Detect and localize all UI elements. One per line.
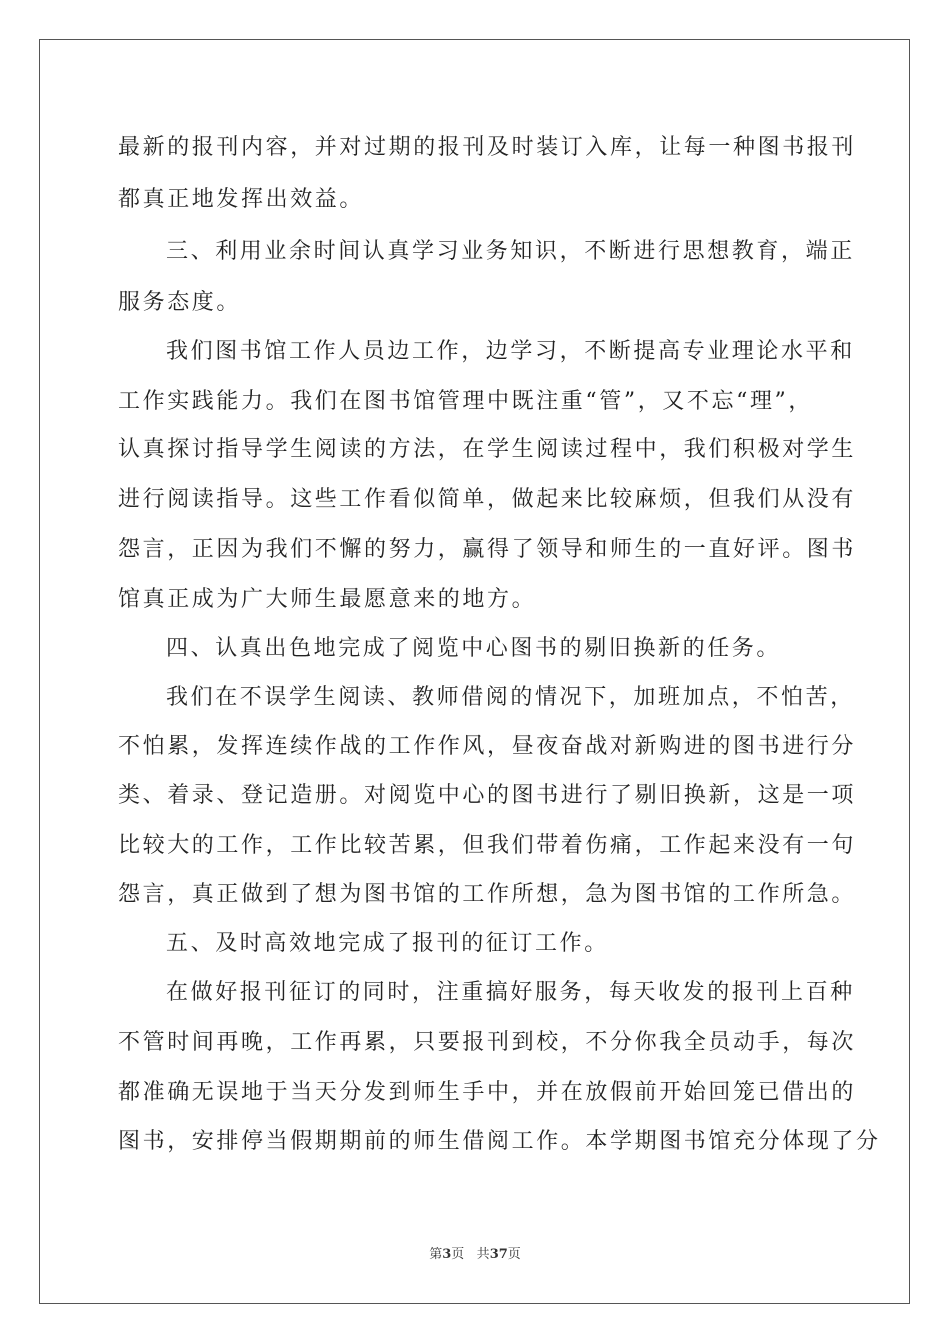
text-line: 不管时间再晚，工作再累，只要报刊到校，不分你我全员动手，每次 [118,1030,857,1055]
text-line: 我们图书馆工作人员边工作，边学习，不断提高专业理论水平和 [166,339,855,364]
text-line: 比较大的工作，工作比较苦累，但我们带着伤痛，工作起来没有一句 [118,833,857,858]
page-prefix: 第 [429,1247,443,1262]
page-suffix: 页 [451,1247,465,1262]
text-line: 工作实践能力。我们在图书馆管理中既注重“管”，又不忘“理”， [118,389,813,414]
text-line: 服务态度。 [118,290,242,315]
page-footer [0,1246,950,1264]
text-line: 都真正地发挥出效益。 [118,187,365,212]
text-line: 类、着录、登记造册。对阅览中心的图书进行了剔旧换新，这是一项 [118,783,857,808]
total-prefix: 共 [476,1247,490,1262]
text-line: 图书，安排停当假期期前的师生借阅工作。本学期图书馆充分体现了分 [118,1129,881,1154]
text-line: 在做好报刊征订的同时，注重搞好服务，每天收发的报刊上百种 [166,980,855,1005]
section-heading: 五、及时高效地完成了报刊的征订工作。 [166,931,609,956]
section-heading: 四、认真出色地完成了阅览中心图书的剔旧换新的任务。 [166,636,782,661]
total-suffix: 页 [507,1247,521,1262]
text-line: 怨言，正因为我们不懈的努力，赢得了领导和师生的一直好评。图书 [118,537,857,562]
text-line: 认真探讨指导学生阅读的方法，在学生阅读过程中，我们积极对学生 [118,437,857,462]
text-line: 怨言，真正做到了想为图书馆的工作所想，急为图书馆的工作所急。 [118,882,857,907]
text-line: 馆真正成为广大师生最愿意来的地方。 [118,587,537,612]
text-line: 我们在不误学生阅读、教师借阅的情况下，加班加点，不怕苦， [166,685,855,710]
text-line: 最新的报刊内容，并对过期的报刊及时装订入库，让每一种图书报刊 [118,135,857,160]
text-line: 不怕累，发挥连续作战的工作作风，昼夜奋战对新购进的图书进行分 [118,734,857,759]
section-heading: 三、利用业余时间认真学习业务知识，不断进行思想教育，端正 [166,239,855,264]
text-line: 都准确无误地于当天分发到师生手中，并在放假前开始回笼已借出的 [118,1080,857,1105]
total-pages: 37 [489,1247,508,1262]
text-line: 进行阅读指导。这些工作看似简单，做起来比较麻烦，但我们从没有 [118,487,857,512]
page-frame [39,39,910,1304]
page-number: 3 [442,1247,452,1262]
